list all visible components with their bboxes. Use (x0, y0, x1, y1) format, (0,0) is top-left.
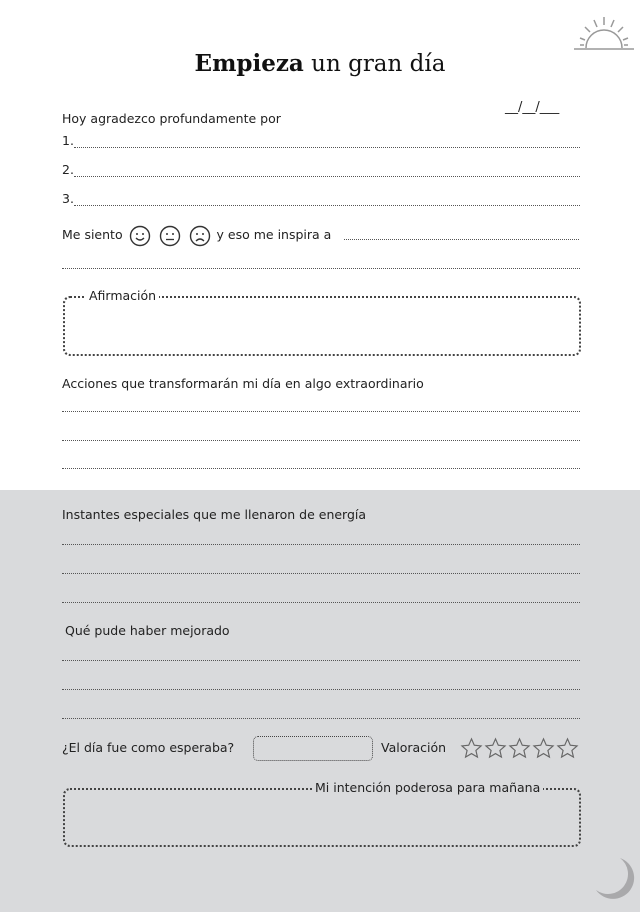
evening-section (0, 490, 640, 912)
actions-line[interactable] (62, 411, 580, 412)
gratitude-item-number: 3. (62, 191, 74, 206)
star-icon[interactable] (484, 737, 507, 760)
improve-line[interactable] (62, 718, 580, 719)
star-icon[interactable] (508, 737, 531, 760)
actions-line[interactable] (62, 468, 580, 469)
page-title-rest: un gran día (303, 51, 446, 77)
moments-line[interactable] (62, 602, 580, 603)
inspiration-line-2[interactable] (62, 268, 580, 269)
affirmation-box[interactable] (63, 296, 581, 356)
feeling-prefix: Me siento (62, 227, 123, 242)
happy-face-icon[interactable] (129, 225, 151, 247)
intention-box[interactable] (63, 788, 581, 847)
date-field[interactable]: __/__/___ (505, 100, 560, 115)
star-icon[interactable] (556, 737, 579, 760)
inspiration-line-1[interactable] (344, 239, 579, 240)
moments-label: Instantes especiales que me llenaron de energía (62, 507, 367, 522)
gratitude-line-2[interactable] (74, 176, 580, 177)
moments-line[interactable] (62, 544, 580, 545)
rating-label: Valoración (381, 740, 447, 755)
neutral-face-icon[interactable] (159, 225, 181, 247)
improve-line[interactable] (62, 660, 580, 661)
intention-label: Mi intención poderosa para mañana (312, 780, 543, 795)
sunrise-icon (572, 14, 636, 52)
sad-face-icon[interactable] (189, 225, 211, 247)
improve-line[interactable] (62, 689, 580, 690)
day-expectation-question: ¿El día fue como esperaba? (62, 740, 235, 755)
gratitude-label: Hoy agradezco profundamente por (62, 111, 281, 126)
gratitude-line-1[interactable] (74, 147, 580, 148)
day-expectation-input[interactable] (253, 736, 373, 761)
page-title (0, 50, 640, 77)
star-icon[interactable] (532, 737, 555, 760)
rating-stars (460, 737, 579, 760)
moments-line[interactable] (62, 573, 580, 574)
actions-label: Acciones que transformarán mi día en algo extraordinario (62, 376, 424, 391)
actions-line[interactable] (62, 440, 580, 441)
feeling-row (62, 224, 331, 247)
improve-label: Qué pude haber mejorado (65, 623, 230, 638)
page-title-bold: Empieza (194, 50, 304, 77)
star-icon[interactable] (460, 737, 483, 760)
gratitude-line-3[interactable] (74, 205, 580, 206)
feeling-suffix: y eso me inspira a (216, 227, 332, 242)
moon-icon (592, 856, 636, 902)
gratitude-item-number: 2. (62, 162, 74, 177)
gratitude-item-number: 1. (62, 133, 74, 148)
affirmation-label: Afirmación (86, 288, 159, 303)
